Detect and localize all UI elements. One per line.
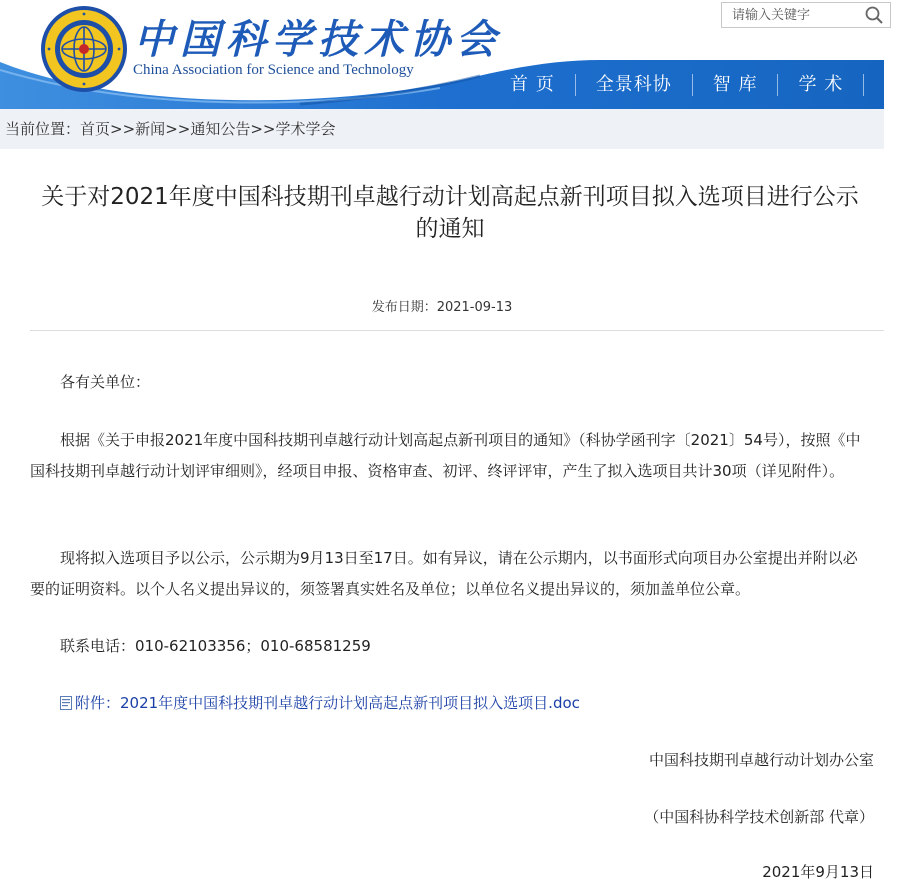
doc-icon (60, 696, 72, 710)
publish-date-value: 2021-09-13 (436, 300, 513, 315)
signature-proxy-seal: （中国科协科学技术创新部 代章） (644, 808, 874, 826)
attachment-link[interactable] (60, 689, 580, 717)
publish-date-label: 发布日期： (371, 300, 437, 315)
main-nav (490, 60, 923, 110)
body-paragraph-2: 现将拟入选项目予以公示，公示期为9月13日至17日。如有异议，请在公示期内，以书面形式向项目办公室提出并附以必要的证明资料。以个人名义提出异议的，须签署真实姓名及单位；以单位名义提出异议的，须加盖单位公章。 (30, 549, 858, 598)
signature-date: 2021年9月13日 (762, 863, 874, 881)
breadcrumb-separator: >> (110, 120, 136, 138)
contact-phone: 联系电话：010-62103356；010-68581259 (60, 637, 371, 655)
body-paragraph-1: 根据《关于申报2021年度中国科技期刊卓越行动计划高起点新刊项目的通知》（科协学函刊字〔2021〕54号），按照《中国科技期刊卓越行动计划评审细则》，经项目申报、资格审查、初评、终评评审，产生了拟入选项目共计30项（详见附件）。 (30, 431, 861, 480)
breadcrumb-home[interactable]: 首页 (80, 120, 111, 138)
site-header (0, 0, 904, 109)
nav-item-home[interactable]: 首 页 (510, 74, 555, 95)
breadcrumb (0, 109, 884, 149)
breadcrumb-news[interactable]: 新闻 (135, 120, 166, 138)
article-content (0, 149, 884, 888)
breadcrumb-separator: >> (165, 120, 191, 138)
breadcrumb-notices[interactable]: 通知公告 (190, 120, 251, 138)
breadcrumb-academic-societies[interactable]: 学术学会 (275, 120, 336, 138)
breadcrumb-prefix: 当前位置： (5, 120, 81, 138)
search-icon[interactable] (864, 5, 884, 25)
breadcrumb-separator: >> (250, 120, 276, 138)
cast-emblem-logo[interactable] (40, 5, 128, 93)
attachment-label: 附件：2021年度中国科技期刊卓越行动计划高起点新刊项目拟入选项目.doc (75, 694, 580, 712)
title-divider (30, 330, 884, 331)
page-title: 关于对2021年度中国科技期刊卓越行动计划高起点新刊项目拟入选项目进行公示的通知 (41, 184, 859, 242)
nav-item-panorama[interactable]: 全景科协 (595, 74, 672, 95)
salutation: 各有关单位： (60, 373, 151, 391)
nav-item-academic[interactable]: 学 术 (798, 74, 844, 95)
logo-chinese-text[interactable]: 中国科学技术协会 (134, 16, 502, 63)
publish-date (0, 296, 884, 315)
nav-item-think-tank[interactable]: 智 库 (712, 74, 758, 95)
search-box (721, 2, 891, 28)
signature-organization: 中国科技期刊卓越行动计划办公室 (648, 751, 874, 769)
nav-item-truncated[interactable]: 科 (884, 74, 904, 95)
logo-english-text[interactable]: China Association for Science and Technology (133, 62, 414, 78)
search-input[interactable] (722, 3, 867, 27)
